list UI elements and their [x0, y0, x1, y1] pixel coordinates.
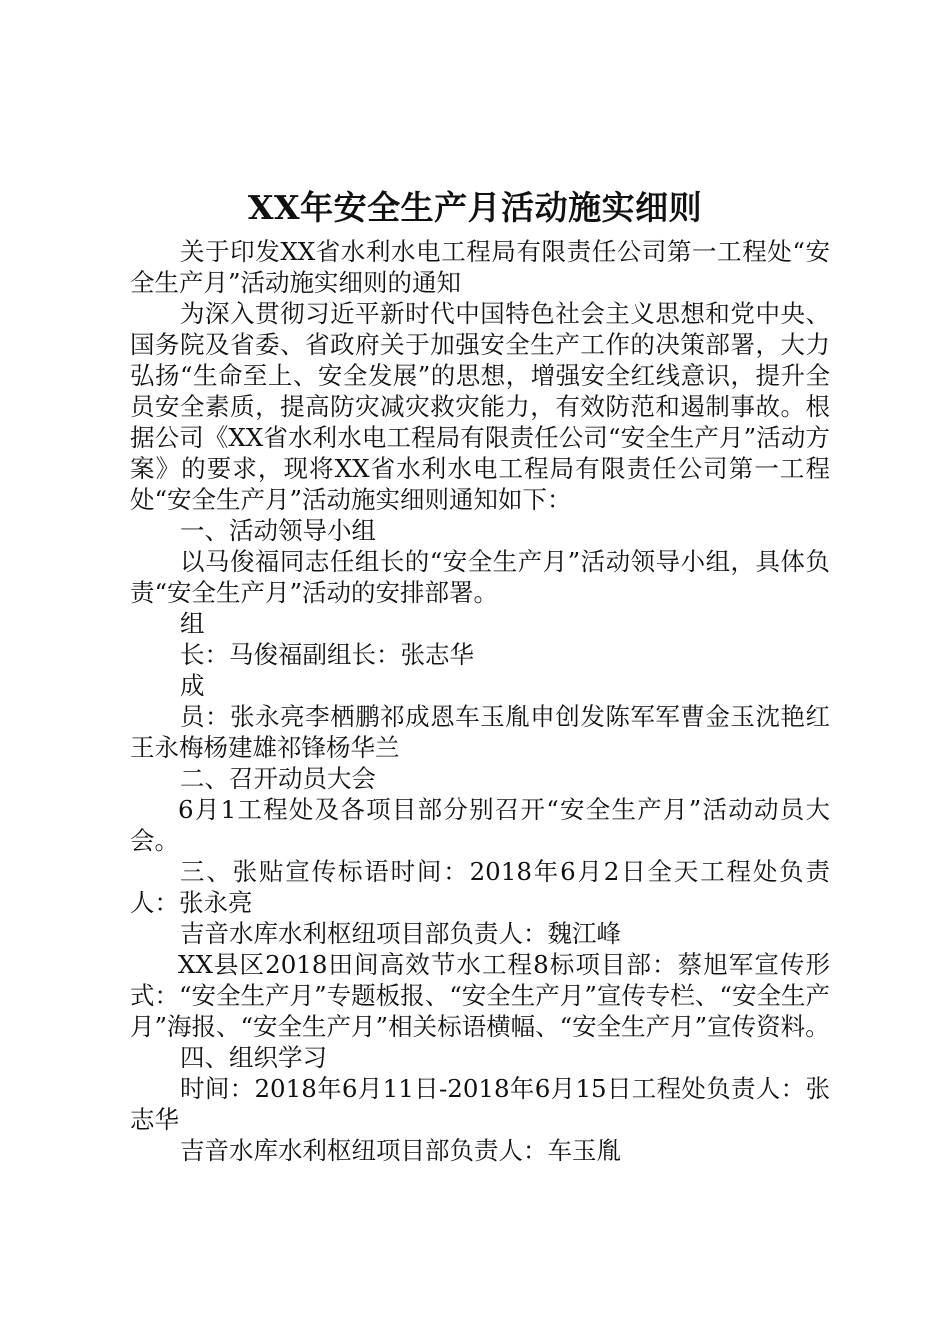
- member-label: 成: [180, 671, 205, 700]
- intro-paragraph: 为深入贯彻习近平新时代中国特色社会主义思想和党中央、国务院及省委、省政府关于加强安全生产工作的决策部署，大力弘扬“生命至上、安全发展”的思想，增强安全红线意识，提升全员安全素质，提高防灾减灾救灾能力，有效防范和遏制事故。根据公司《XX省水利水电工程局有限责任公司“安全生产月”活动方案》的要求，现将XX省水利水电工程局有限责任公司第一工程处“安全生产月”活动施实细则通知如下：: [130, 299, 830, 514]
- document-title: XX年安全生产月活动施实细则: [247, 188, 703, 227]
- study-time: 时间：2018年6月11日-2018年6月15日工程处负责人：张志华: [130, 1074, 830, 1134]
- slogans-project-b: XX县区2018田间高效节水工程8标项目部：蔡旭军宣传形式：“安全生产月”专题板报、“安全生产月”宣传专栏、“安全生产月”海报、“安全生产月”相关标语横幅、“安全生产月”宣传资料。: [130, 950, 830, 1041]
- study-project-a: 吉音水库水利枢纽项目部负责人：车玉胤: [180, 1136, 621, 1165]
- leader-label: 组: [180, 609, 205, 638]
- section-heading-study: 四、组织学习: [180, 1043, 327, 1072]
- section-heading-slogans: 三、张贴宣传标语时间：2018年6月2日全天工程处负责人：张永亮: [130, 857, 830, 917]
- member-names: 员：张永亮李栖鹏祁成恩车玉胤申创发陈军军曹金玉沈艳红王永梅杨建雄祁锋杨华兰: [130, 702, 830, 762]
- section-heading-meeting: 二、召开动员大会: [180, 764, 376, 793]
- meeting-paragraph: 6月1工程处及各项目部分别召开“安全生产月”活动动员大会。: [130, 795, 830, 855]
- document-body: [130, 236, 830, 1166]
- leadership-paragraph: 以马俊福同志任组长的“安全生产月”活动领导小组，具体负责“安全生产月”活动的安排部署。: [130, 547, 830, 607]
- notice-heading: 关于印发XX省水利水电工程局有限责任公司第一工程处“安全生产月”活动施实细则的通知: [130, 237, 830, 297]
- slogans-project-a: 吉音水库水利枢纽项目部负责人：魏江峰: [180, 919, 621, 948]
- leader-names: 长：马俊福副组长：张志华: [180, 640, 474, 669]
- section-heading-leadership: 一、活动领导小组: [180, 516, 376, 545]
